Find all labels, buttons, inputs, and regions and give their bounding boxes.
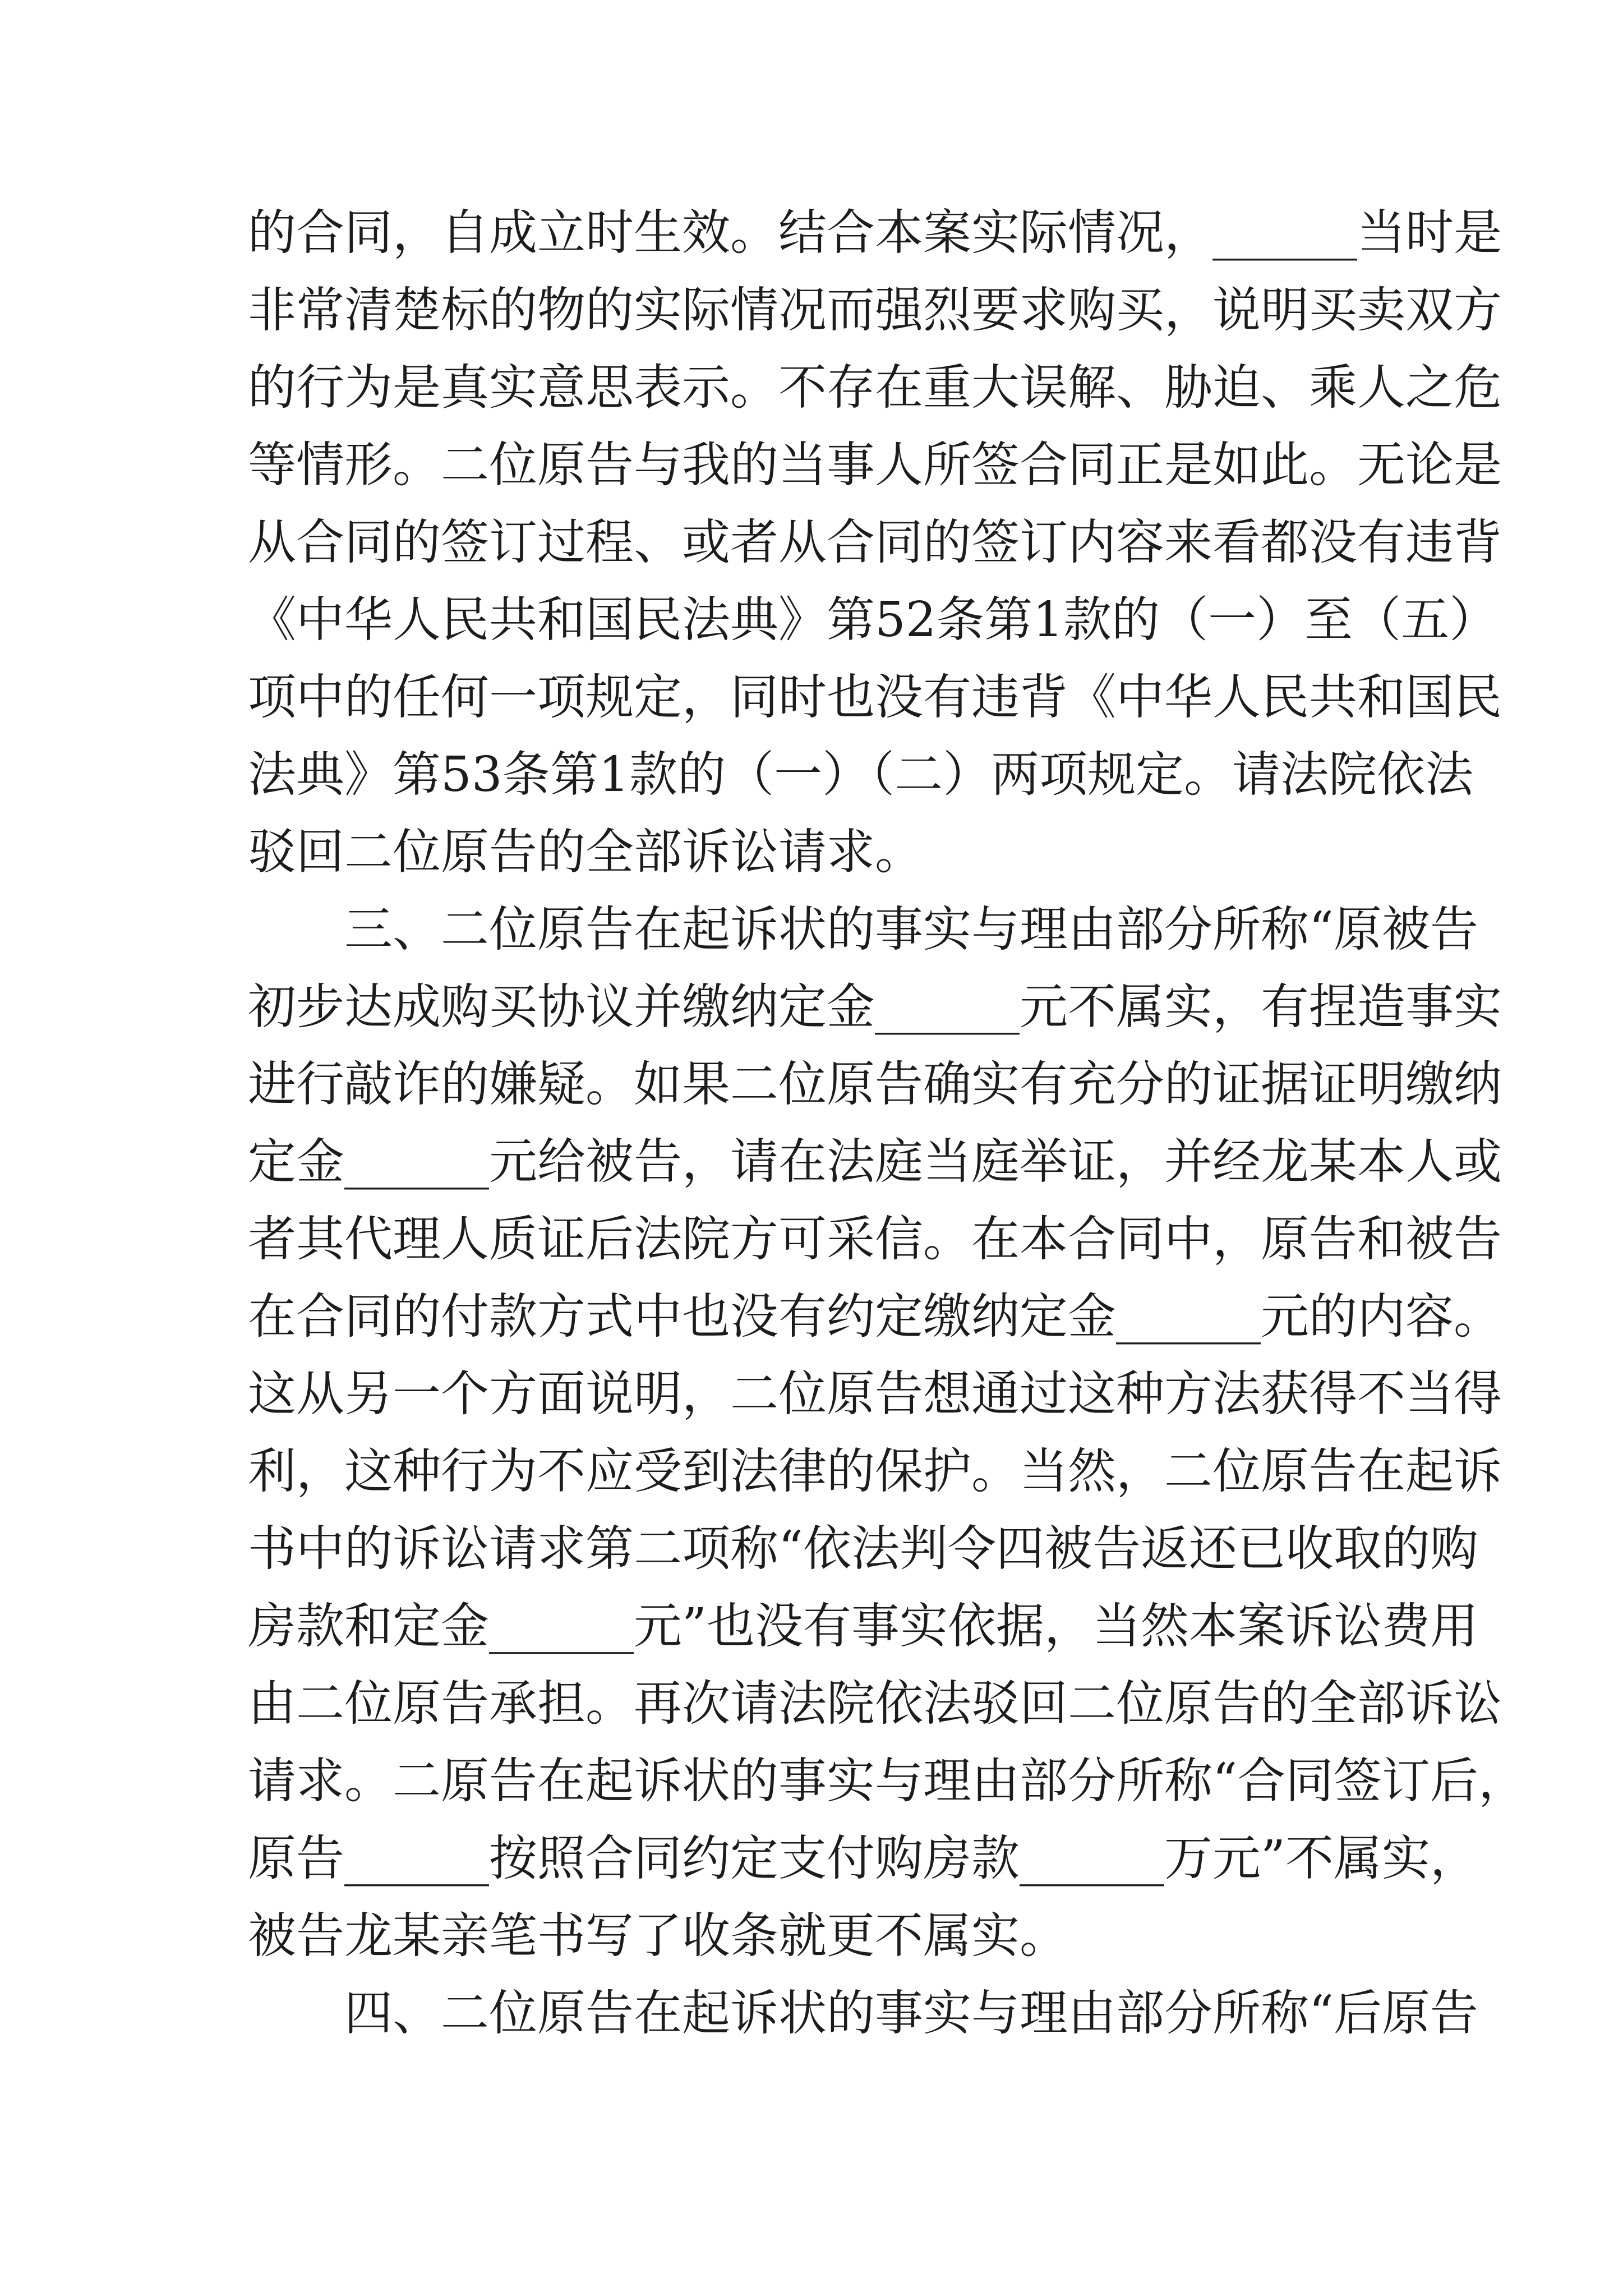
document-body [248,194,1527,2052]
text-line: 这从另一个方面说明，二位原告想通过这种方法获得不当得 [248,1366,1502,1422]
paragraph-start-line: 三、二位原告在起诉状的事实与理由部分所称“原被告 [344,901,1478,958]
text-line: 请求。二原告在起诉状的事实与理由部分所称“合同签订后， [248,1753,1527,1809]
text-line: 的合同，自成立时生效。结合本案实际情况，______当时是 [248,205,1502,261]
text-line: 者其代理人质证后法院方可采信。在本合同中，原告和被告 [248,1211,1502,1267]
text-line: 法典》第53条第1款的（一）（二）两项规定。请法院依法 [248,747,1474,803]
text-line: 等情形。二位原告与我的当事人所签合同正是如此。无论是 [248,437,1502,493]
text-line: 被告龙某亲笔书写了收条就更不属实。 [248,1908,1068,1964]
text-line: 利，这种行为不应受到法律的保护。当然，二位原告在起诉 [248,1443,1502,1499]
text-line: 进行敲诈的嫌疑。如果二位原告确实有充分的证据证明缴纳 [248,1056,1502,1112]
text-line: 的行为是真实意思表示。不存在重大误解、胁迫、乘人之危 [248,360,1502,416]
text-line: 从合同的签订过程、或者从合同的签订内容来看都没有违背 [248,514,1502,570]
text-line: 由二位原告承担。再次请法院依法驳回二位原告的全部诉讼 [248,1676,1502,1732]
text-line: 定金______元给被告，请在法庭当庭举证，并经龙某本人或 [248,1134,1502,1190]
text-line: 原告______按照合同约定支付购房款______万元”不属实， [248,1830,1478,1887]
text-line: 驳回二位原告的全部诉讼请求。 [248,824,923,880]
paragraph-start-line: 四、二位原告在起诉状的事实与理由部分所称“后原告 [344,1985,1478,2041]
text-line: 初步达成购买协议并缴纳定金______元不属实，有捏造事实 [248,979,1502,1035]
text-line: 非常清楚标的物的实际情况而强烈要求购买，说明买卖双方 [248,282,1502,338]
text-line: 房款和定金______元”也没有事实依据，当然本案诉讼费用 [248,1598,1478,1654]
text-line: 书中的诉讼请求第二项称“依法判令四被告返还已收取的购 [248,1521,1478,1577]
text-line: 《中华人民共和国民法典》第52条第1款的（一）至（五） [248,592,1498,648]
text-line: 在合同的付款方式中也没有约定缴纳定金______元的内容。 [248,1289,1502,1345]
text-line: 项中的任何一项规定，同时也没有违背《中华人民共和国民 [248,669,1502,725]
